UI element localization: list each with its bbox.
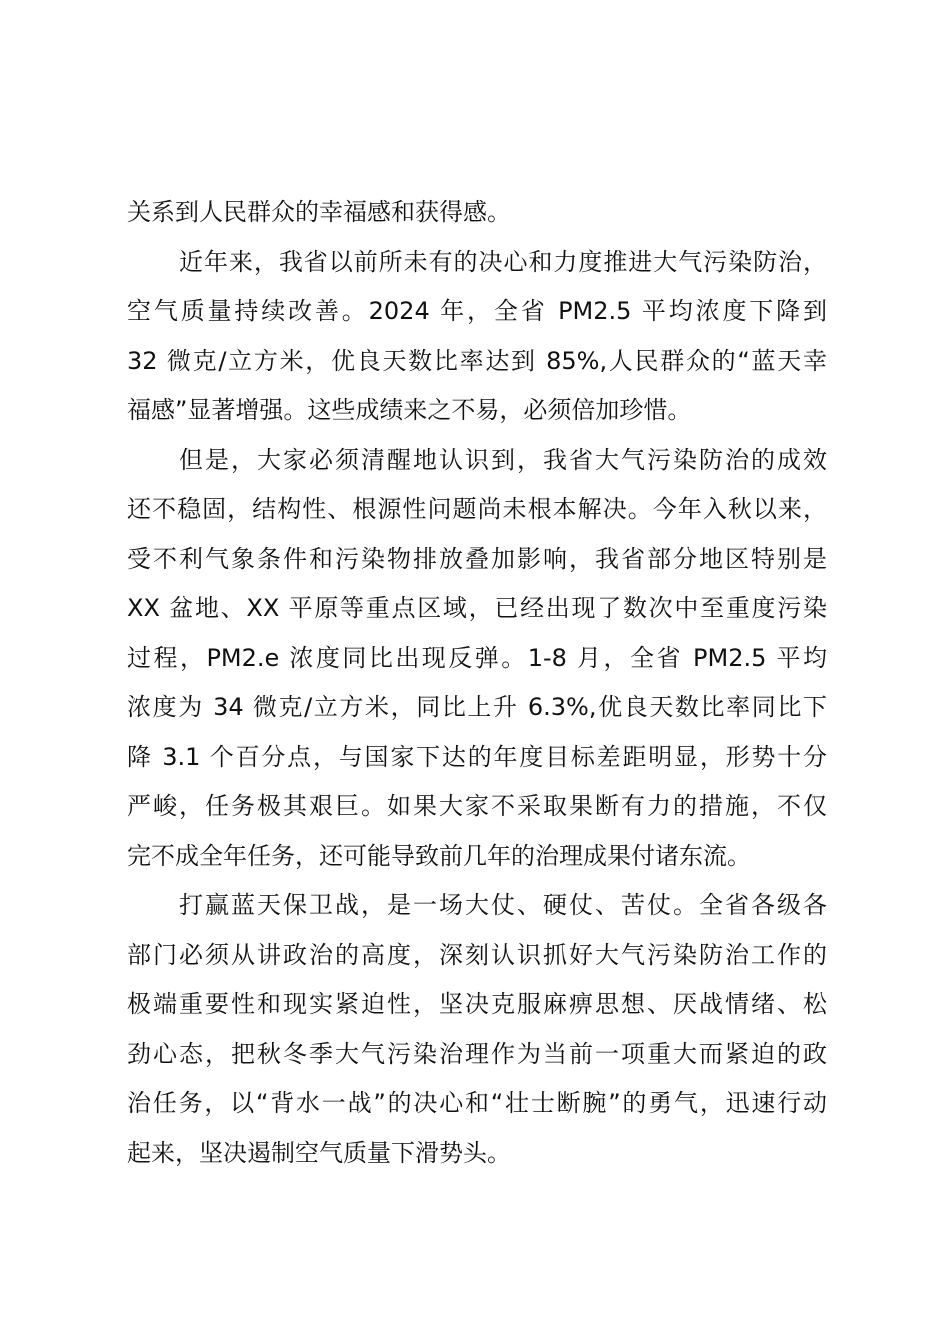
paragraph-2-line-2: 空气质量持续改善。2024 年，全省 PM2.5 平均浓度下降到 bbox=[127, 297, 827, 325]
paragraph-2-line-3: 32 微克/立方米，优良天数比率达到 85%,人民群众的“蓝天幸 bbox=[127, 346, 827, 375]
paragraph-3-line-3: 受不利气象条件和污染物排放叠加影响，我省部分地区特别是 bbox=[127, 544, 827, 573]
paragraph-3-line-7: 降 3.1 个百分点，与国家下达的年度目标差距明显，形势十分 bbox=[127, 742, 827, 771]
document-body bbox=[127, 188, 827, 1178]
paragraph-3-line-6: 浓度为 34 微克/立方米，同比上升 6.3%,优良天数比率同比下 bbox=[127, 693, 827, 721]
paragraph-3-line-1: 但是，大家必须清醒地认识到，我省大气污染防治的成效 bbox=[179, 445, 827, 474]
paragraph-3-line-5: 过程，PM2.e 浓度同比出现反弹。1-8 月，全省 PM2.5 平均 bbox=[127, 643, 827, 672]
paragraph-3-line-4: XX 盆地、XX 平原等重点区域，已经出现了数次中至重度污染 bbox=[127, 594, 827, 622]
paragraph-3-line-9: 完不成全年任务，还可能导致前几年的治理成果付诸东流。 bbox=[127, 841, 751, 870]
paragraph-4-line-1: 打赢蓝天保卫战，是一场大仗、硬仗、苦仗。全省各级各 bbox=[179, 891, 827, 919]
paragraph-4-line-6: 起来，坚决遏制空气质量下滑势头。 bbox=[127, 1138, 511, 1167]
paragraph-3-line-8: 严峻，任务极其艰巨。如果大家不采取果断有力的措施，不仅 bbox=[127, 792, 827, 820]
paragraph-2-line-4: 福感”显著增强。这些成绩来之不易，必须倍加珍惜。 bbox=[127, 396, 692, 424]
paragraph-2-line-1: 近年来，我省以前所未有的决心和力度推进大气污染防治， bbox=[179, 247, 827, 276]
paragraph-3-line-2: 还不稳固，结构性、根源性问题尚未根本解决。今年入秋以来， bbox=[127, 495, 827, 523]
paragraph-1-line-1: 关系到人民群众的幸福感和获得感。 bbox=[127, 198, 511, 226]
paragraph-4-line-5: 治任务，以“背水一战”的决心和“壮士断腕”的勇气，迅速行动 bbox=[127, 1089, 827, 1117]
paragraph-4-line-3: 极端重要性和现实紧迫性，坚决克服麻痹思想、厌战情绪、松 bbox=[127, 990, 827, 1018]
paragraph-4-line-4: 劲心态，把秋冬季大气污染治理作为当前一项重大而紧迫的政 bbox=[127, 1039, 827, 1068]
paragraph-4-line-2: 部门必须从讲政治的高度，深刻认识抓好大气污染防治工作的 bbox=[127, 940, 827, 969]
